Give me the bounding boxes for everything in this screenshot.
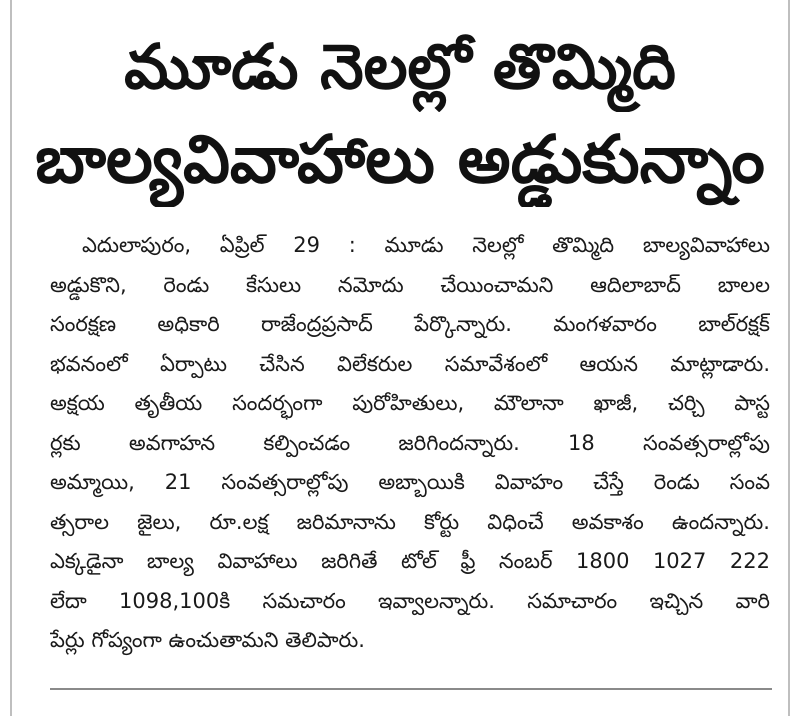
headline-line-1: మూడు నెలల్లో తొమ్మిది — [124, 30, 676, 103]
article-line: ర్లకు అవగాహన కల్పించడం జరిగిందన్నారు. 18 సంవత్సరాల్లోపు — [50, 430, 770, 455]
article-line: ఎదులాపురం, ఏప్రిల్ 29 : మూడు నెలల్లో తొమ్మిది బాల్యవివాహాలు — [82, 233, 770, 257]
headline-line-2: బాల్యవివాహాలు అడ్డుకున్నాం — [35, 121, 765, 198]
article-body — [50, 226, 770, 661]
article-line: భవనంలో ఏర్పాటు చేసిన విలేకరుల సమావేశంలో ఆయన మాట్లాడారు. — [50, 351, 770, 376]
left-border — [10, 0, 12, 716]
article-line: అడ్డుకొని, రెండు కేసులు నమోదు చేయించామని ఆదిలాబాద్ బాలల — [50, 272, 770, 297]
article-line: లేదా 1098,100కి సమచారం ఇవ్వాలన్నారు. సమాచారం ఇచ్చిన వారి — [50, 588, 770, 613]
article-line: పేర్లు గోప్యంగా ఉంచుతామని తెలిపారు. — [50, 628, 365, 652]
article-line: ఎక్కడైనా బాల్య వివాహాలు జరిగితే టోల్ ఫ్రీ నంబర్ 1800 1027 222 — [50, 549, 770, 573]
right-border — [788, 0, 790, 716]
article-line: అమ్మాయి, 21 సంవత్సరాల్లోపు అబ్బాయికి వివాహం చేస్తే రెండు సంవ — [50, 470, 770, 494]
article-line: సంరక్షణ అధికారి రాజేంద్రప్రసాద్ పేర్కొన్నారు. మంగళవారం బాల్‌రక్షక్ — [50, 312, 770, 336]
article-line: అక్షయ తృతీయ సందర్భంగా పురోహితులు, మౌలానా ఖాజీ, చర్చి పాస్ట — [50, 391, 770, 415]
article-line: త్సరాల జైలు, రూ.లక్ష జరిమానాను కోర్టు విధించే అవకాశం ఉందన్నారు. — [50, 509, 770, 534]
bottom-divider — [50, 688, 772, 690]
